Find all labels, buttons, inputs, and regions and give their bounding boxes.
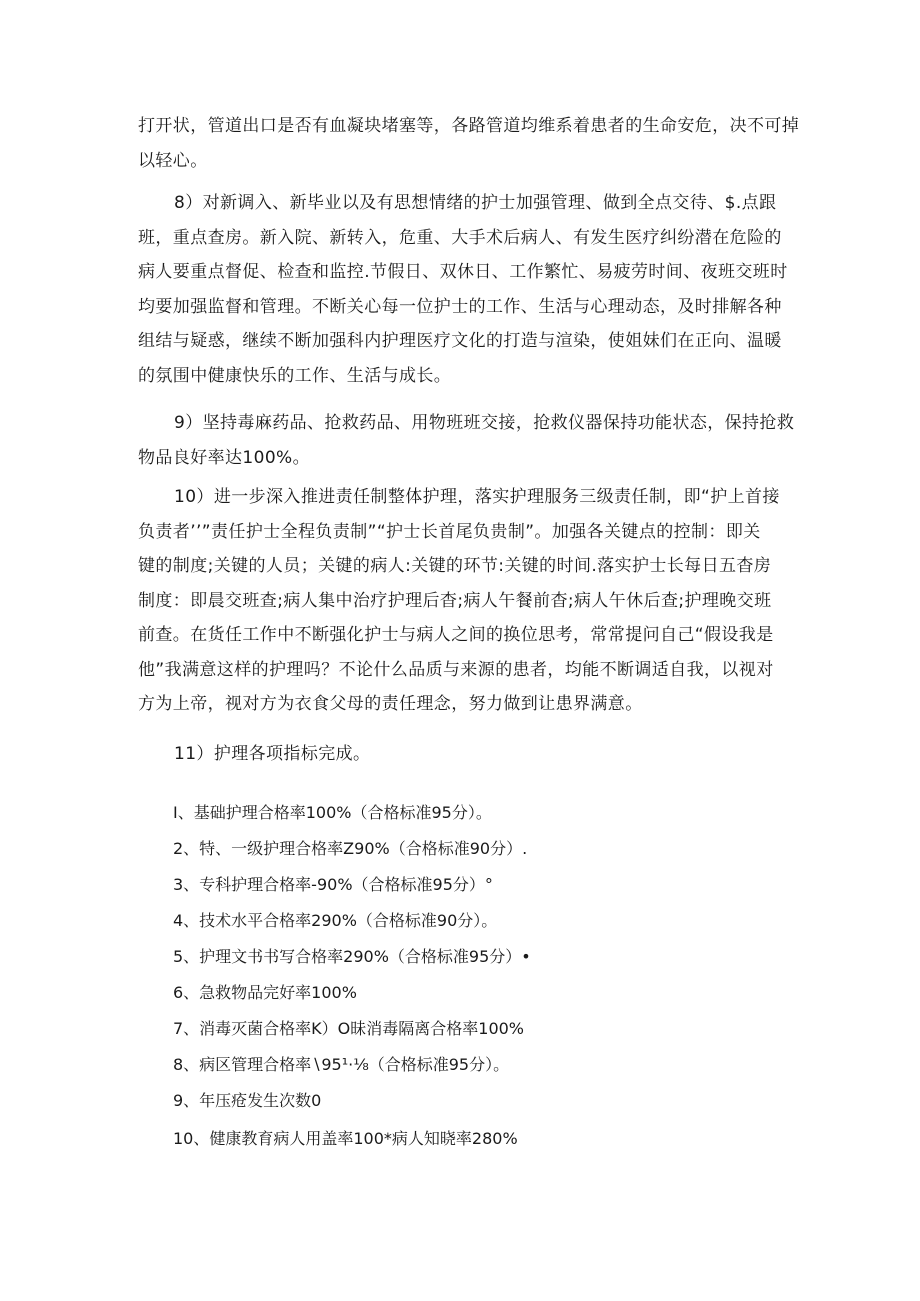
indicator-item: I、基础护理合格率100%（合格标准95分）。 bbox=[173, 803, 492, 822]
text-line: 方为上帝，视对方为衣食父母的责任理念，努力做到让患界满意。 bbox=[138, 694, 643, 714]
indicator-item: 5、护理文书书写合格率290%（合格标准95分）• bbox=[173, 947, 531, 966]
text-line: 班，重点查房。新入院、新转入，危重、大手术后病人、有发生医疗纠纷潜在危险的 bbox=[138, 227, 782, 248]
text-line: 键的制度;关键的人员；关键的病人:关键的环节:关键的时间.落实护士长每日五杳房 bbox=[138, 556, 772, 576]
text-line: 8）对新调入、新毕业以及有思想情绪的护士加强管理、做到全点交待、$.点跟 bbox=[174, 193, 777, 213]
paragraph-item-11 bbox=[138, 737, 783, 772]
text-line: 物品良好率达100%。 bbox=[138, 447, 311, 468]
text-line: 病人要重点督促、检查和监控.节假日、双休日、工作繁忙、易疲劳时间、夜班交班时 bbox=[138, 262, 788, 282]
paragraph-item-10 bbox=[138, 480, 783, 722]
indicator-item: 8、病区管理合格率∖95¹·⅛（合格标准95分）。 bbox=[173, 1055, 510, 1074]
text-line: 他”我满意这样的护理吗？不论什么品质与来源的患者，均能不断调适自我，以视对 bbox=[138, 659, 774, 680]
paragraph-tube-check bbox=[138, 109, 800, 178]
indicator-item: 4、技术水平合格率290%（合格标准90分）。 bbox=[173, 911, 498, 930]
indicator-item: 7、消毒灭菌合格率K）O昧消毒隔离合格率100% bbox=[173, 1019, 525, 1038]
text-line: 组结与疑惑，继续不断加强科内护理医疗文化的打造与渲染，使姐妹们在正向、温暖 bbox=[138, 331, 782, 351]
indicator-item: 2、特、一级护理合格率Z90%（合格标准90分）. bbox=[173, 839, 528, 858]
text-line: 以轻心。 bbox=[138, 150, 208, 171]
text-line: 均要加强监督和管理。不断关心每一位护士的工作、生活与心理动态，及时排解各种 bbox=[138, 296, 782, 317]
indicator-item: 3、专科护理合格率-90%（合格标准95分）° bbox=[173, 875, 493, 894]
indicator-item: 6、急救物品完好率100% bbox=[173, 983, 357, 1002]
text-line: 负责者’’”责任护士全程负责制”“护士长首尾负贵制”。加强各关键点的控制：即关 bbox=[138, 521, 761, 542]
paragraph-item-9 bbox=[138, 406, 795, 475]
text-line: 制度：即晨交班查;病人集中治疗护理后杳;病人午餐前杳;病人午休后查;护理晚交班 bbox=[138, 590, 772, 611]
text-line: 的氛围中健康快乐的工作、生活与成长。 bbox=[138, 365, 452, 386]
text-line: 9）坚持毒麻药品、抢救药品、用物班班交接，抢救仪器保持功能状态，保持抢救 bbox=[174, 413, 795, 433]
indicator-item: 10、健康教育病人用盖率100*病人知晓率280% bbox=[173, 1129, 518, 1148]
text-line: 11）护理各项指标完成。 bbox=[174, 744, 371, 764]
text-line: 前查。在货任工作中不断强化护士与病人之间的换位思考，常常提问自己“假设我是 bbox=[138, 625, 774, 645]
indicator-item: 9、年压疮发生次数0 bbox=[173, 1091, 322, 1110]
text-line: 打开状，管道出口是否有血凝块堵塞等，各路管道均维系着患者的生命安危，决不可掉 bbox=[138, 116, 800, 136]
text-line: 10）进一步深入推进责任制整体护理，落实护理服务三级责任制，即“护上首接 bbox=[174, 487, 780, 507]
paragraph-item-8 bbox=[138, 186, 788, 393]
